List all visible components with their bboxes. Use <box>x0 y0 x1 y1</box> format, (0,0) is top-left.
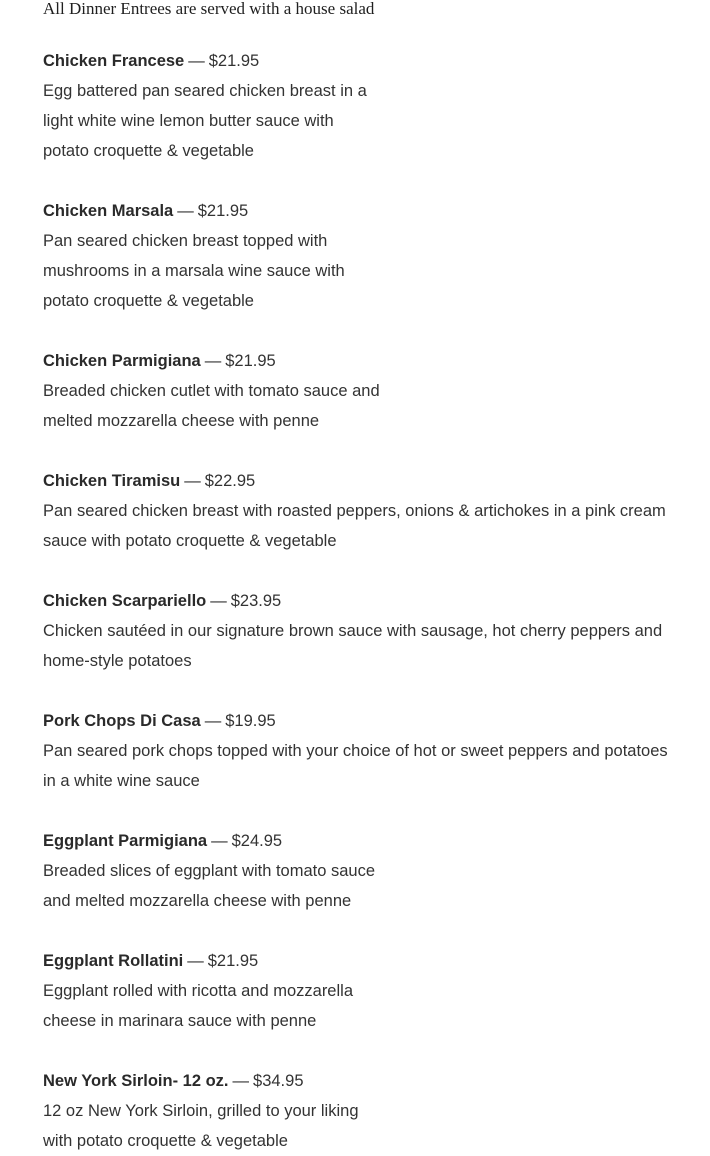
menu-item-name: Chicken Parmigiana <box>43 352 201 370</box>
menu-item-description <box>43 616 693 676</box>
description-line: Pan seared chicken breast topped with <box>43 232 328 250</box>
menu-item-heading <box>43 1066 693 1096</box>
menu-item <box>43 346 693 436</box>
menu-item-description <box>43 226 693 316</box>
menu-item-price: $19.95 <box>225 712 276 730</box>
description-line: Pan seared chicken breast with roasted peppers, onions & artichokes in a pink cream <box>43 502 666 520</box>
menu-item-heading <box>43 466 693 496</box>
menu-item <box>43 946 693 1036</box>
menu-page <box>43 0 693 1156</box>
description-line: Pan seared pork chops topped with your choice of hot or sweet peppers and potatoes <box>43 742 668 760</box>
description-line: sauce with potato croquette & vegetable <box>43 532 337 550</box>
description-line: potato croquette & vegetable <box>43 142 254 160</box>
menu-item-separator: — <box>187 952 204 970</box>
menu-item-description <box>43 496 693 556</box>
menu-item-name: Chicken Scarpariello <box>43 592 207 610</box>
menu-item-description <box>43 376 693 436</box>
menu-item-heading <box>43 196 693 226</box>
menu-item-separator: — <box>232 1072 250 1090</box>
menu-item-separator: — <box>211 832 228 850</box>
menu-item-separator: — <box>210 592 227 610</box>
menu-item-heading <box>43 826 693 856</box>
menu-item <box>43 46 693 166</box>
description-line: cheese in marinara sauce with penne <box>43 1012 317 1030</box>
description-line: and melted mozzarella cheese with penne <box>43 892 352 910</box>
menu-item-description <box>43 736 693 796</box>
menu-item-separator: — <box>177 202 194 220</box>
menu-item-heading <box>43 946 693 976</box>
menu-item <box>43 196 693 316</box>
menu-item-name: Pork Chops Di Casa <box>43 712 201 730</box>
menu-item-description <box>43 76 693 166</box>
menu-item-price: $34.95 <box>253 1072 304 1090</box>
menu-item-name: Eggplant Parmigiana <box>43 832 208 850</box>
menu-item-separator: — <box>204 352 222 370</box>
description-line: Breaded chicken cutlet with tomato sauce and <box>43 382 380 400</box>
menu-item-price: $23.95 <box>230 592 282 610</box>
menu-item <box>43 1066 693 1156</box>
menu-item-separator: — <box>188 52 205 70</box>
menu-item <box>43 466 693 556</box>
menu-item <box>43 586 693 676</box>
menu-item <box>43 826 693 916</box>
menu-item-price: $22.95 <box>204 472 256 490</box>
description-line: in a white wine sauce <box>43 772 200 790</box>
menu-item-heading <box>43 346 693 376</box>
description-line: Egg battered pan seared chicken breast in a <box>43 82 367 100</box>
description-line: Chicken sautéed in our signature brown sauce with sausage, hot cherry peppers and <box>43 622 663 640</box>
description-line: melted mozzarella cheese with penne <box>43 412 320 430</box>
menu-item-heading <box>43 46 693 76</box>
description-line: with potato croquette & vegetable <box>43 1132 288 1150</box>
menu-item-heading <box>43 706 693 736</box>
menu-item-separator: — <box>204 712 222 730</box>
menu-item-price: $24.95 <box>231 832 283 850</box>
menu-item-description <box>43 856 693 916</box>
menu-item-description <box>43 1096 693 1156</box>
menu-item-name: Chicken Francese <box>43 52 185 70</box>
menu-item-name: Chicken Marsala <box>43 202 174 220</box>
description-line: Breaded slices of eggplant with tomato sauce <box>43 862 376 880</box>
description-line: mushrooms in a marsala wine sauce with <box>43 262 345 280</box>
entree-list <box>43 46 693 1156</box>
menu-item-description <box>43 976 693 1036</box>
menu-item-price: $21.95 <box>197 202 249 220</box>
menu-item-name: Eggplant Rollatini <box>43 952 184 970</box>
menu-item <box>43 706 693 796</box>
description-line: Eggplant rolled with ricotta and mozzarella <box>43 982 353 1000</box>
description-line: potato croquette & vegetable <box>43 292 254 310</box>
menu-item-name: New York Sirloin- 12 oz. <box>43 1072 229 1090</box>
menu-item-price: $21.95 <box>225 352 276 370</box>
description-line: 12 oz New York Sirloin, grilled to your liking <box>43 1102 359 1120</box>
description-line: home-style potatoes <box>43 652 192 670</box>
menu-item-heading <box>43 586 693 616</box>
menu-intro: All Dinner Entrees are served with a house salad <box>43 0 375 18</box>
menu-item-name: Chicken Tiramisu <box>43 472 181 490</box>
menu-item-price: $21.95 <box>207 952 259 970</box>
menu-item-price: $21.95 <box>208 52 260 70</box>
description-line: light white wine lemon butter sauce with <box>43 112 334 130</box>
menu-item-separator: — <box>184 472 201 490</box>
